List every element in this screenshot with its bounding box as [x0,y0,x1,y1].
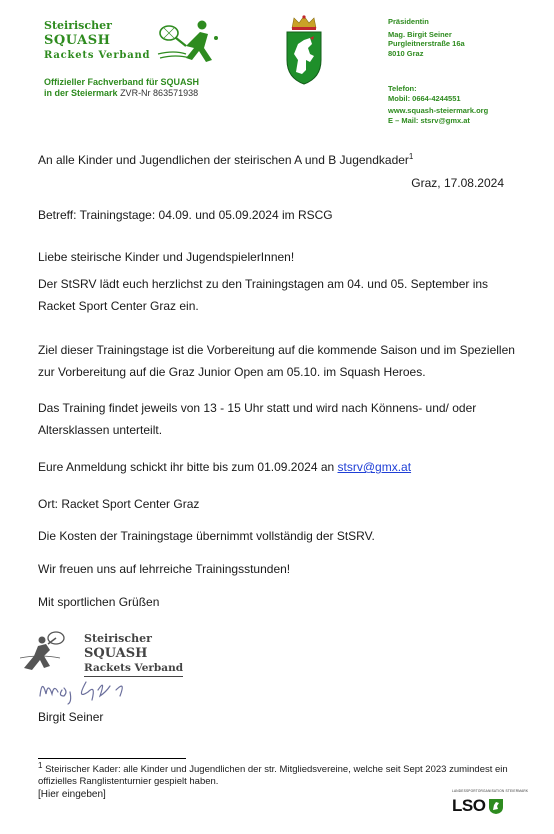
contact-street: Purgleitnerstraße 16a [388,39,465,48]
addressee-line [38,152,413,168]
costs-line: Die Kosten der Trainingstage übernimmt vollständig der StSRV. [38,529,375,543]
handwritten-signature [36,672,186,706]
org-name-line3: Rackets Verband [44,50,151,61]
stamp-line2: SQUASH [84,646,148,661]
paragraph-registration [38,459,411,475]
contact-name: Mag. Birgit Seiner [388,29,452,39]
footnote [38,760,508,787]
squash-player-logo [156,18,222,68]
lso-logo [452,789,532,816]
footnote-mark: 1 [38,760,43,770]
location-line: Ort: Racket Sport Center Graz [38,497,200,511]
org-tagline [44,77,199,99]
contact-city: 8010 Graz [388,48,424,58]
email-contact[interactable]: E – Mail: stsrv@gmx.at [388,115,470,125]
zvr-number: ZVR-Nr 863571938 [120,88,199,98]
phone-label: Telefon: [388,84,417,93]
registration-email-link[interactable]: stsrv@gmx.at [337,460,412,474]
place-date: Graz, 17.08.2024 [411,176,504,190]
tagline-line1: Offizieller Fachverband für SQUASH [44,77,200,87]
paragraph-purpose: Ziel dieser Trainingstage ist die Vorbereitung auf die kommende Saison und im Speziellen zur Vorbereitung auf die Graz Junior Open am 05.10. im Squash Heroes. [38,343,515,379]
lso-wordmark: LSO [452,796,486,815]
greeting: Liebe steirische Kinder und JugendspielerInnen! [38,250,295,264]
stamp-line1: Steirischer [84,632,152,645]
org-name-line2: SQUASH [44,33,111,48]
footnote-text: Steirischer Kader: alle Kinder und Jugendlichen der str. Mitgliedsvereine, welche seit Sept 2023 zumindest ein offizielles Ranglistenturnier gespielt haben. [38,764,508,787]
looking-forward-line: Wir freuen uns auf lehrreiche Trainingsstunden! [38,562,291,576]
styria-coat-of-arms [284,14,324,86]
paragraph-invitation: Der StSRV lädt euch herzlichst zu den Trainingstagen am 04. und 05. September ins Racket Sport Center Graz ein. [38,277,489,313]
contact-web-block [388,106,488,125]
org-name-line1: Steirischer [44,19,112,32]
lso-shield-icon [488,797,504,815]
signature-stamp-logo [20,628,82,674]
contact-role: Präsidentin [388,17,429,26]
registration-text: Eure Anmeldung schickt ihr bitte bis zum 01.09.2024 an [38,460,338,474]
website-link[interactable]: www.squash-steiermark.org [388,106,489,115]
contact-address [388,17,465,58]
contact-phone-block [388,84,461,103]
signature-stamp-text [84,631,183,677]
tagline-line2: in der Steiermark [44,88,118,98]
signer-name: Birgit Seiner [38,710,104,724]
closing: Mit sportlichen Grüßen [38,595,160,609]
lso-caption: LANDESSPORTORGANISATION STEIERMARK [452,789,529,793]
footnote-reference[interactable]: 1 [408,152,414,161]
phone-number: Mobil: 0664-4244551 [388,93,461,103]
stamp-line3: Rackets Verband [84,661,183,677]
addressee: An alle Kinder und Jugendlichen der steirischen A und B Jugendkader [38,153,409,167]
org-name [44,18,150,63]
paragraph-schedule: Das Training findet jeweils von 13 - 15 Uhr statt und wird nach Könnens- und/ oder Altersklassen unterteilt. [38,401,477,437]
footnote-separator [38,758,186,759]
subject-line: Betreff: Trainingstage: 04.09. und 05.09.2024 im RSCG [38,208,333,222]
text-placeholder[interactable]: [Hier eingeben] [38,789,106,800]
